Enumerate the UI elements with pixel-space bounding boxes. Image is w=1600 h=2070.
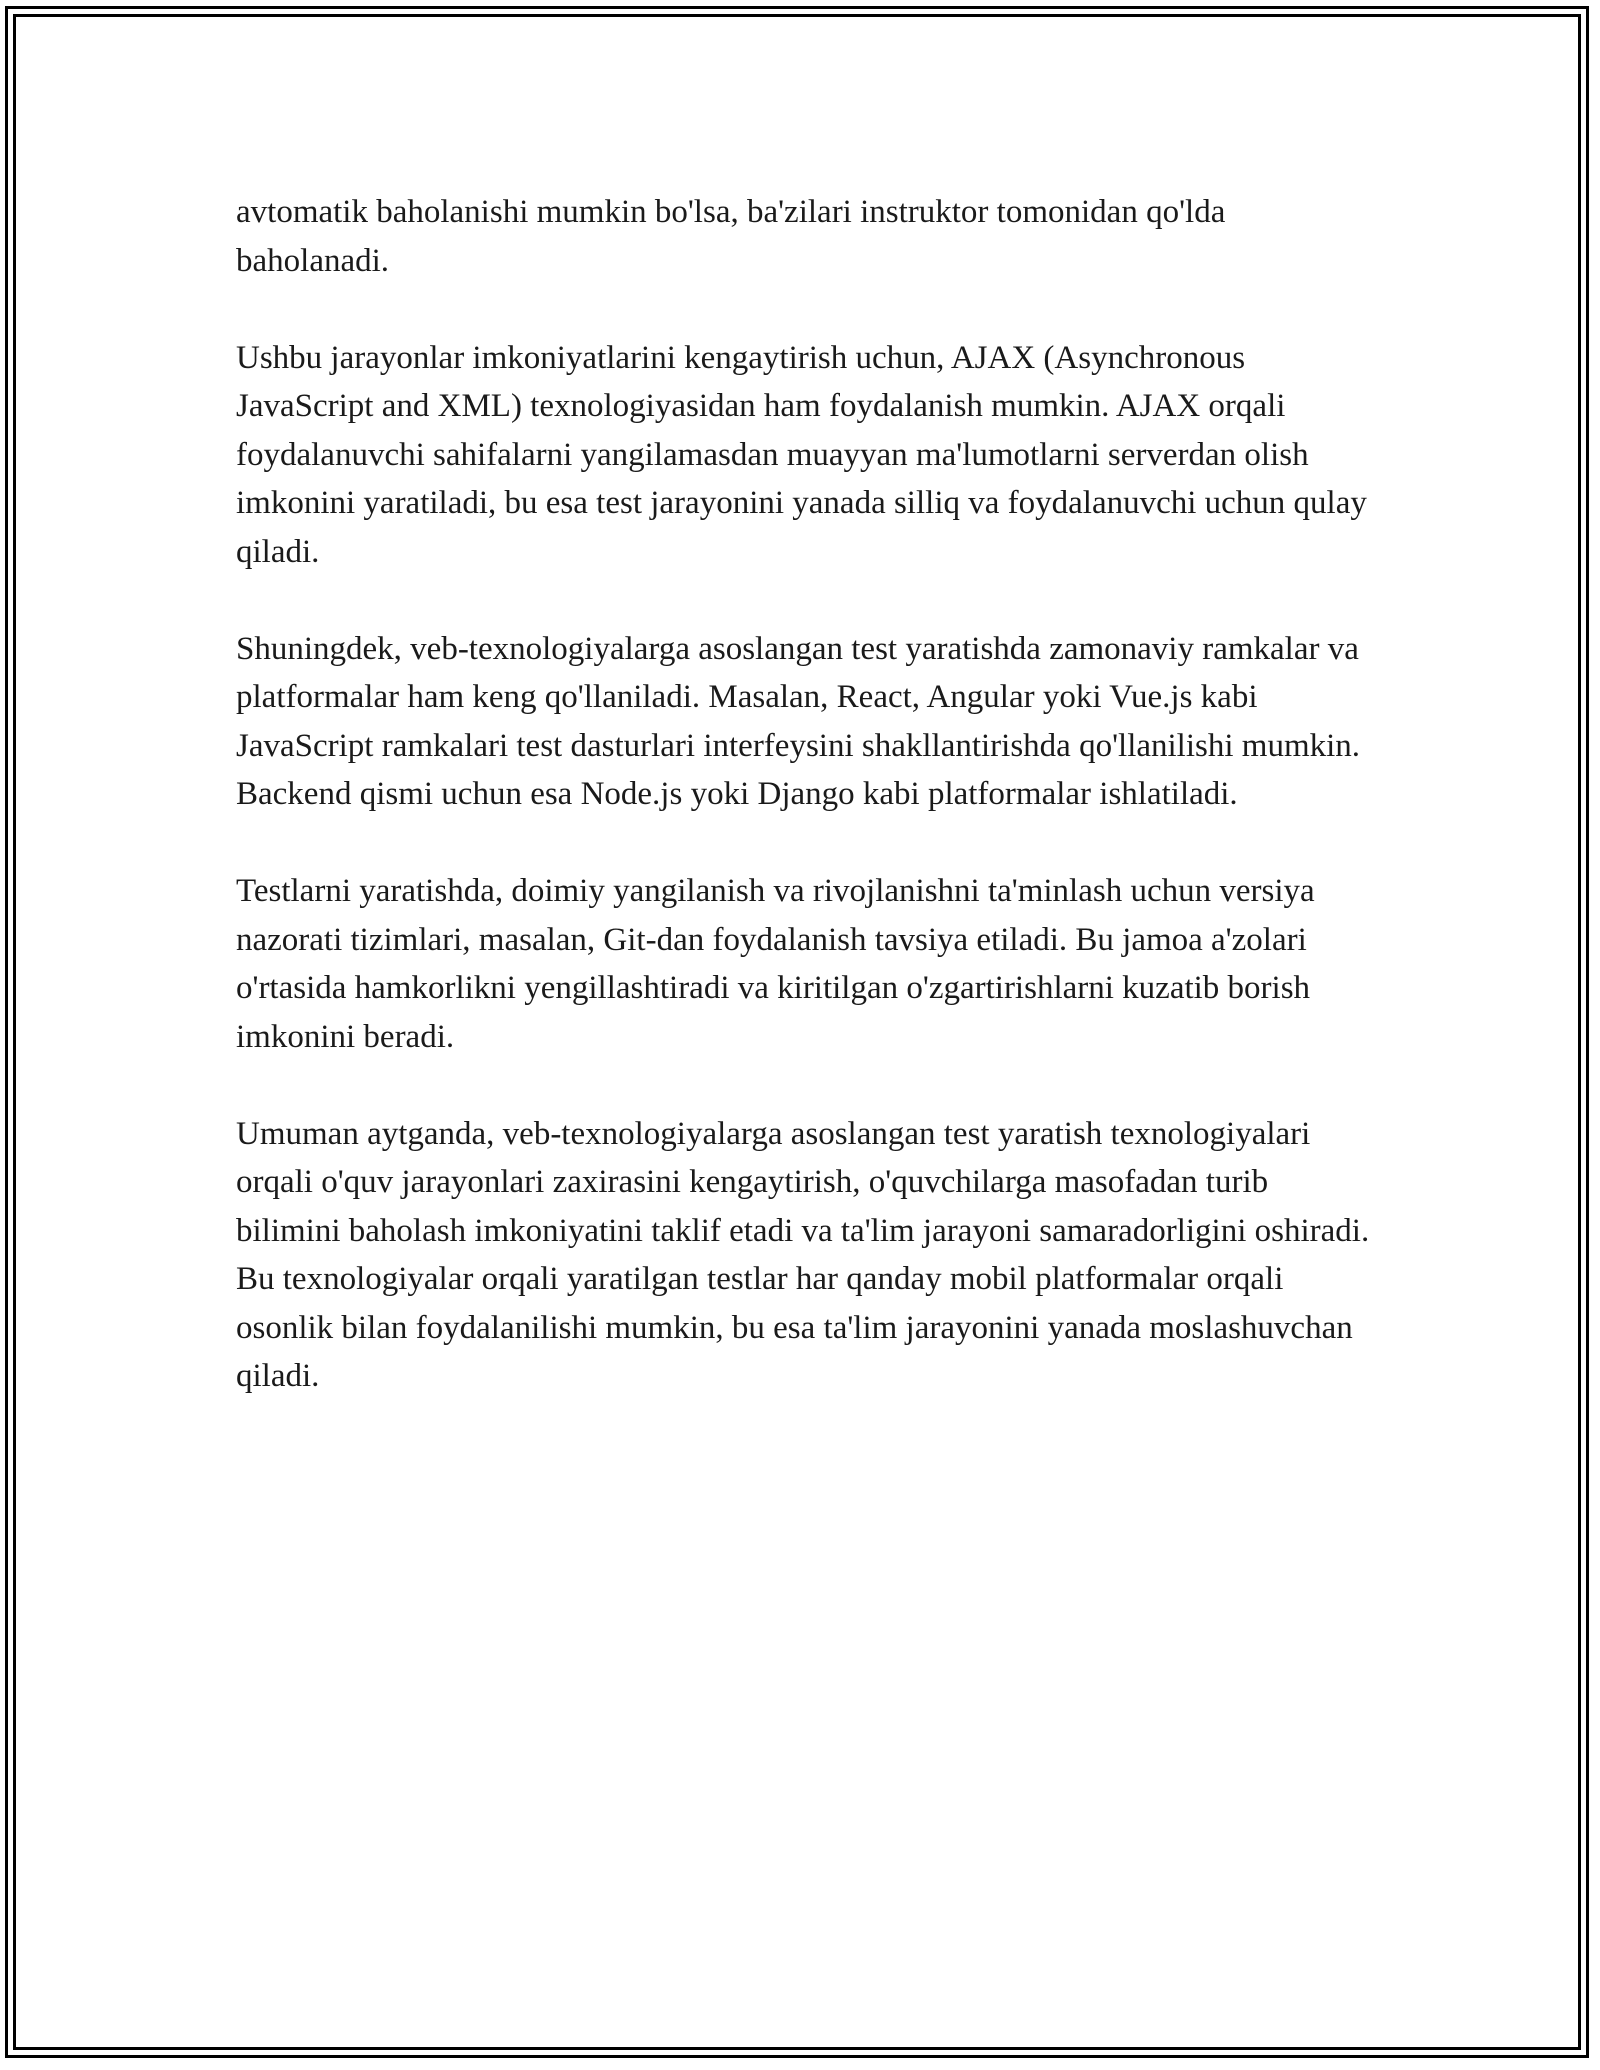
paragraph-5: Umuman aytganda, veb-texnologiyalarga asoslangan test yaratish texnologiyalari orqali o'quv jarayonlari zaxirasini kengaytirish, o'quvchilarga masofadan turib bilimini baholash imkoniyatini taklif etadi va ta'lim jarayoni samaradorligini oshiradi. Bu texnologiyalar orqali yaratilgan testlar har qanday mobil platformalar orqali osonlik bilan foydalanilishi mumkin, bu esa ta'lim jarayonini yanada moslashuvchan qiladi. [236, 1115, 1370, 1394]
paragraph-4: Testlarni yaratishda, doimiy yangilanish va rivojlanishni ta'minlash uchun versiya nazorati tizimlari, masalan, Git-dan foydalanish tavsiya etiladi. Bu jamoa a'zolari o'rtasida hamkorlikni yengillashtiradi va kiritilgan o'zgartirishlarni kuzatib borish imkonini beradi. [236, 873, 1315, 1055]
paragraph-1: avtomatik baholanishi mumkin bo'lsa, ba'zilari instruktor tomonidan qo'lda baholanadi. [236, 194, 1226, 279]
paragraph-3: Shuningdek, veb-texnologiyalarga asoslangan test yaratishda zamonaviy ramkalar va platformalar ham keng qo'llaniladi. Masalan, React, Angular yoki Vue.js kabi JavaScript ramkalari test dasturlari interfeysini shakllantirishda qo'llanilishi mumkin. Backend qismi uchun esa Node.js yoki Django kabi platformalar ishlatiladi. [236, 630, 1361, 812]
document-body [236, 188, 1376, 1401]
paragraph-2: Ushbu jarayonlar imkoniyatlarini kengaytirish uchun, AJAX (Asynchronous JavaScript and XML) texnologiyasidan ham foydalanish mumkin. AJAX orqali foydalanuvchi sahifalarni yangilamasdan muayyan ma'lumotlarni serverdan olish imkonini yaratiladi, bu esa test jarayonini yanada silliq va foydalanuvchi uchun qulay qiladi. [236, 339, 1367, 570]
